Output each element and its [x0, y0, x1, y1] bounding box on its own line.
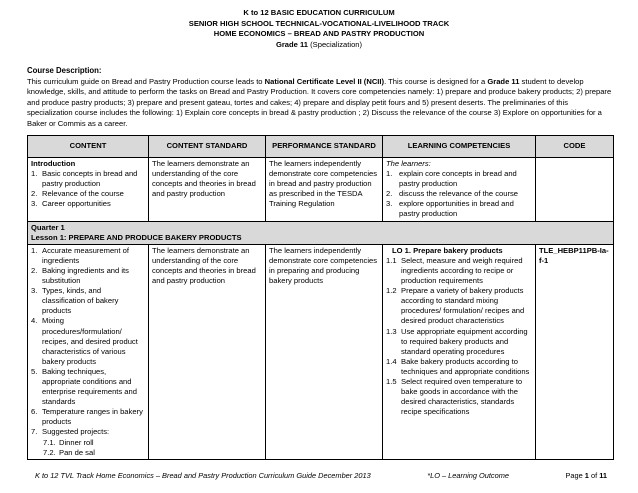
- list-text: Select required oven temperature to bake goods in accordance with the desired characteristics, standards recipe specifications: [401, 376, 523, 417]
- list-text: Accurate measurement of ingredients: [42, 245, 129, 265]
- document-header: [0, 8, 638, 50]
- list-item: [31, 427, 145, 437]
- list-item: [386, 189, 532, 199]
- list-text: Baking techniques, appropriate conditions and enterprise requirements and standards: [42, 366, 137, 407]
- list-item: [31, 448, 145, 458]
- learning-outcome-title: LO 1. Prepare bakery products: [392, 245, 503, 255]
- page-current: 1: [584, 471, 589, 480]
- grade-label: Grade 11: [275, 39, 309, 49]
- desc-grade: Grade 11: [487, 76, 520, 86]
- list-item: [31, 367, 145, 407]
- list-item: [386, 199, 532, 219]
- quarter-label: Quarter 1: [31, 222, 65, 232]
- intro-performance-standard-cell: The learners independently demonstrate core competencies in bread and pastry production as prescribed in the TESDA Training Regulation: [266, 158, 383, 222]
- learners-lead: The learners:: [386, 159, 431, 168]
- intro-title: Introduction: [31, 159, 76, 168]
- list-item: [31, 266, 145, 286]
- list-number: 7.2.: [43, 447, 56, 457]
- lesson-label: Lesson 1: PREPARE AND PRODUCE BAKERY PRODUCTS: [31, 232, 242, 242]
- page-total: 11: [599, 471, 607, 480]
- list-item: [31, 286, 145, 316]
- list-item: [31, 169, 145, 189]
- list-text: Suggested projects:: [42, 427, 110, 437]
- list-text: Select, measure and weigh required ingredients according to recipe or production requirements: [401, 255, 523, 286]
- header-line-3: HOME ECONOMICS – BREAD AND PASTRY PRODUCTION: [213, 29, 425, 38]
- list-text: Pan de sal: [59, 447, 95, 457]
- desc-part: This curriculum guide on Bread and Pastry Production course leads to: [27, 76, 265, 86]
- list-number: 5.: [31, 366, 38, 376]
- list-number: 1.5: [386, 376, 397, 386]
- page-label: Page: [565, 471, 585, 480]
- list-text: Bake bakery products according to techniques and appropriate conditions: [401, 356, 530, 376]
- page-of: of: [588, 471, 600, 480]
- col-header-performance-standard: PERFORMANCE STANDARD: [266, 136, 383, 158]
- list-text: Career opportunities: [42, 199, 111, 209]
- list-text: explore opportunities in bread and pastry production: [399, 199, 514, 219]
- list-text: discuss the relevance of the course: [399, 189, 519, 199]
- course-description: [27, 66, 612, 130]
- header-line-2: SENIOR HIGH SCHOOL TECHNICAL-VOCATIONAL-LIVELIHOOD TRACK: [188, 18, 450, 28]
- intro-content-cell: [28, 158, 149, 222]
- curriculum-table: [27, 135, 614, 460]
- list-text: Types, kinds, and classification of bakery products: [42, 286, 119, 316]
- col-header-content: CONTENT: [28, 136, 149, 158]
- desc-part: . This course is designed for a: [384, 76, 488, 86]
- footer-guide-title: K to 12 TVL Track Home Economics – Bread and Pastry Production Curriculum Guide December 2013: [35, 471, 371, 480]
- list-number: 2.: [31, 265, 38, 275]
- course-description-text: [27, 77, 612, 130]
- list-text: Temperature ranges in bakery products: [42, 407, 143, 427]
- list-number: 7.1.: [43, 437, 56, 447]
- list-item: [31, 438, 145, 448]
- list-number: 1.1: [386, 255, 397, 265]
- list-text: Dinner roll: [59, 437, 94, 447]
- lesson1-content-cell: [28, 244, 149, 459]
- footer-lo-note: *LO – Learning Outcome: [427, 471, 509, 480]
- list-text: explain core concepts in bread and pastry production: [399, 169, 517, 189]
- table-header-row: [28, 136, 614, 158]
- lesson1-performance-standard-cell: The learners independently demonstrate core competencies in preparing and producing bakery products: [266, 244, 383, 459]
- intro-competencies-cell: [383, 158, 536, 222]
- lesson1-content-standard-cell: The learners demonstrate an understanding of the core concepts and theories in bread and pastry production: [149, 244, 266, 459]
- list-number: 2.: [31, 189, 38, 199]
- page-footer: [35, 472, 607, 481]
- col-header-learning-competencies: LEARNING COMPETENCIES: [383, 136, 536, 158]
- list-number: 1.: [31, 245, 38, 255]
- course-description-heading: Course Description:: [27, 66, 102, 75]
- list-text: Relevance of the course: [42, 189, 124, 199]
- list-item: [386, 286, 532, 326]
- list-number: 1.: [386, 169, 393, 179]
- list-number: 7.: [31, 427, 38, 437]
- list-number: 1.4: [386, 356, 397, 366]
- list-number: 4.: [31, 316, 38, 326]
- list-text: Baking ingredients and its substitution: [42, 265, 129, 286]
- list-text: Use appropriate equipment according to required bakery products and standard operating procedures: [401, 326, 528, 356]
- intro-code-cell: [536, 158, 614, 222]
- list-item: [31, 189, 145, 199]
- list-item: [31, 316, 145, 366]
- list-number: 3.: [31, 286, 38, 296]
- col-header-content-standard: CONTENT STANDARD: [149, 136, 266, 158]
- list-item: [386, 256, 532, 286]
- list-number: 3.: [386, 199, 393, 209]
- list-text: Prepare a variety of bakery products according to standard mixing procedures/ formulation/ recipes and desired product characteristics: [401, 286, 525, 326]
- lesson1-code-cell: TLE_HEBP11PB-Ia-f-1: [536, 244, 614, 459]
- list-item: [31, 246, 145, 266]
- list-item: [386, 327, 532, 357]
- intro-content-list: [31, 169, 145, 209]
- list-text: Mixing procedures/formulation/ recipes, and desired product characteristics of various bakery products: [42, 316, 138, 366]
- list-number: 1.3: [386, 326, 397, 336]
- specialization-label: (Specialization): [308, 39, 363, 49]
- list-number: 3.: [31, 199, 38, 209]
- list-number: 1.: [31, 169, 38, 179]
- desc-part: student to develop knowledge, skills, and attitude to perform the tasks on Bread and Pastry Production. It covers core competencies namely: 1) prepare and produce bakery products; 2) prepare and produce pastry products; 3) prepare and present gateau, tortes and cakes; 4) prepare and display petit fours and 5) present deserts. The preliminaries of this specialization course includes the following: 1) Explain core concepts in bread & pastry production ; 2) Discuss the relevance of the course 3) Explore on opportunities for a Baker or Commis as a career.: [27, 76, 612, 128]
- header-line-1: K to 12 BASIC EDUCATION CURRICULUM: [243, 8, 395, 17]
- list-item: [386, 377, 532, 417]
- footer-page-number: [565, 472, 607, 481]
- quarter-banner: [28, 221, 614, 244]
- desc-ncii: National Certificate Level II (NCII): [264, 76, 385, 86]
- header-grade: [0, 40, 638, 51]
- lesson1-competencies-cell: [383, 244, 536, 459]
- list-item: [386, 169, 532, 189]
- table-row-quarter: [28, 221, 614, 244]
- col-header-code: CODE: [536, 136, 614, 158]
- intro-content-standard-cell: The learners demonstrate an understanding of the core concepts and theories in bread and pastry production: [149, 158, 266, 222]
- table-row-introduction: [28, 158, 614, 222]
- list-item: [31, 407, 145, 427]
- list-text: Basic concepts in bread and pastry production: [42, 169, 138, 189]
- list-item: [386, 357, 532, 377]
- list-number: 2.: [386, 189, 393, 199]
- list-number: 1.2: [386, 286, 397, 296]
- table-row-lesson-1: [28, 244, 614, 459]
- list-item: [31, 199, 145, 209]
- list-number: 6.: [31, 407, 38, 417]
